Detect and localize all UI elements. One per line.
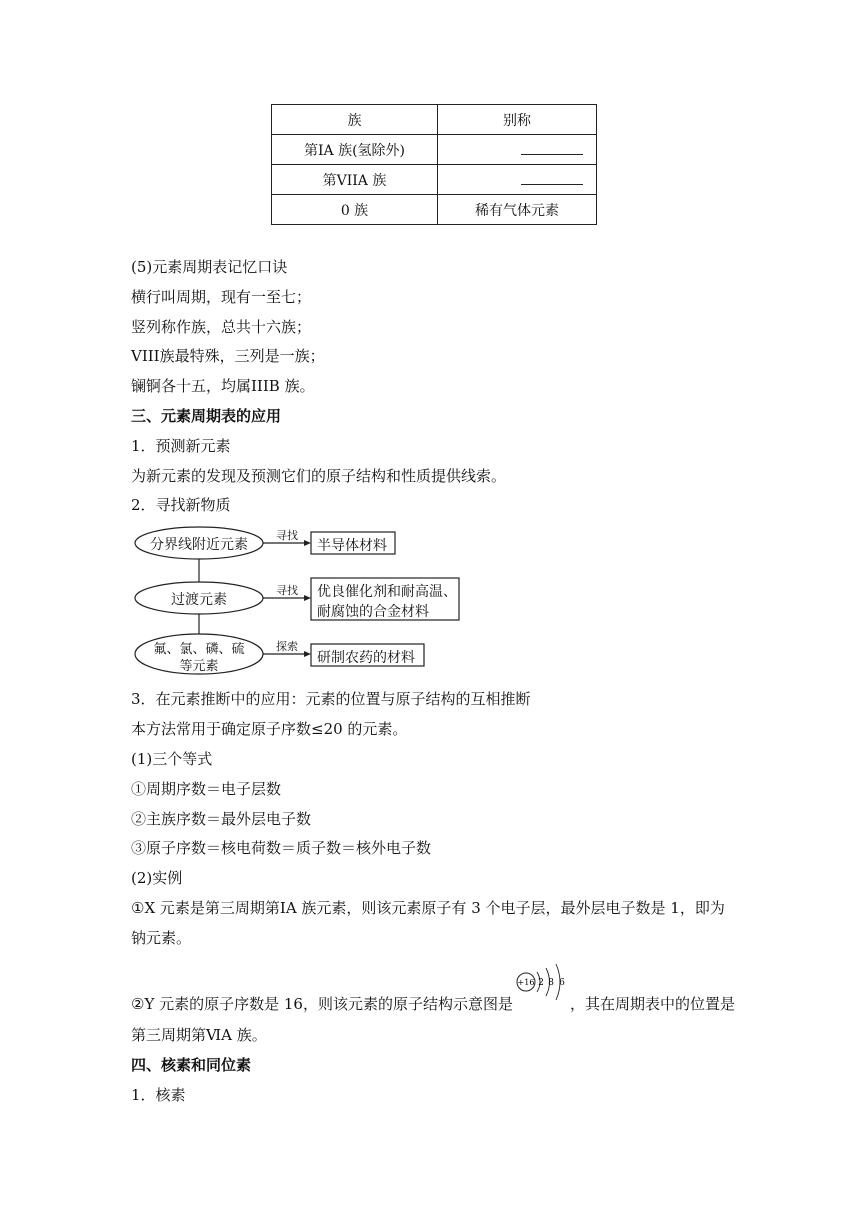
item-title: 1．核素: [131, 1086, 186, 1104]
item-title: 3．在元素推断中的应用：元素的位置与原子结构的互相推断: [131, 690, 531, 708]
paragraph: 为新元素的发现及预测它们的原子结构和性质提供线索。: [131, 467, 507, 485]
section-heading: 三、元素周期表的应用: [131, 407, 282, 425]
mnemonic-title: (5)元素周期表记忆口诀: [131, 258, 288, 276]
example-line: 第三周期第ⅥA 族。: [131, 1026, 267, 1044]
mnemonic-line: VIII族最特殊，三列是一族；: [131, 347, 325, 365]
item-title: 1．预测新元素: [131, 437, 231, 455]
diagram-node-label: 等元素: [179, 659, 219, 674]
example-line: 钠元素。: [131, 929, 192, 947]
nucleus-label: +16: [517, 978, 535, 987]
shell-electrons: 2: [538, 978, 544, 988]
table-cell-alias: 稀有气体元素: [438, 195, 597, 225]
mnemonic-line: 竖列称作族，总共十六族；: [131, 318, 312, 336]
diagram-arrow-label: 寻找: [276, 584, 298, 597]
fill-in-blank: [521, 140, 583, 155]
diagram-target-label: 研制农药的材料: [317, 650, 415, 666]
table-cell-alias-blank: [438, 135, 597, 165]
subheading: (2)实例: [131, 869, 183, 887]
diagram-target-label: 耐腐蚀的合金材料: [317, 604, 429, 620]
item-title: 2．寻找新物质: [131, 496, 231, 514]
diagram-node-label: 过渡元素: [171, 592, 227, 608]
section-heading: 四、核素和同位素: [131, 1056, 252, 1074]
table-cell-group: 第IA 族(氢除外): [272, 135, 438, 165]
table-header-group: 族: [272, 105, 438, 135]
diagram-node-label: 分界线附近元素: [150, 537, 248, 553]
mnemonic-line: 镧锕各十五，均属IIIB 族。: [131, 377, 315, 395]
paragraph: 本方法常用于确定原子序数≤20 的元素。: [131, 720, 408, 738]
subheading: (1)三个等式: [131, 750, 213, 768]
table-cell-alias-blank: [438, 165, 597, 195]
table-cell-group: 第VIIA 族: [272, 165, 438, 195]
example-line: ，其在周期表中的位置是: [570, 995, 736, 1013]
example-line: ②Y 元素的原子序数是 16，则该元素的原子结构示意图是: [131, 995, 513, 1013]
table-row: [272, 165, 597, 195]
equation-line: ①周期序数＝电子层数: [131, 780, 282, 798]
diagram-target-label: 优良催化剂和耐高温、: [317, 584, 457, 600]
atom-structure-diagram: [513, 956, 573, 1016]
table-cell-group: 0 族: [272, 195, 438, 225]
table-header-alias: 别称: [438, 105, 597, 135]
fill-in-blank: [521, 170, 583, 185]
equation-line: ③原子序数＝核电荷数＝质子数＝核外电子数: [131, 839, 432, 857]
table-row: [272, 135, 597, 165]
shell-electrons: 8: [548, 978, 554, 988]
diagram-arrow-label: 探索: [276, 640, 298, 653]
group-alias-table: [271, 104, 597, 225]
diagram-node-label: 氟、氯、磷、硫: [153, 642, 245, 657]
table-row: [272, 195, 597, 225]
mnemonic-line: 横行叫周期，现有一至七；: [131, 288, 312, 306]
example-line: ①X 元素是第三周期第ⅠA 族元素，则该元素原子有 3 个电子层，最外层电子数是 1，即为: [131, 899, 725, 917]
diagram-arrow-label: 寻找: [276, 529, 298, 542]
diagram-target-label: 半导体材料: [317, 538, 387, 554]
table-header-row: [272, 105, 597, 135]
shell-electrons: 6: [559, 978, 565, 988]
equation-line: ②主族序数＝最外层电子数: [131, 810, 312, 828]
